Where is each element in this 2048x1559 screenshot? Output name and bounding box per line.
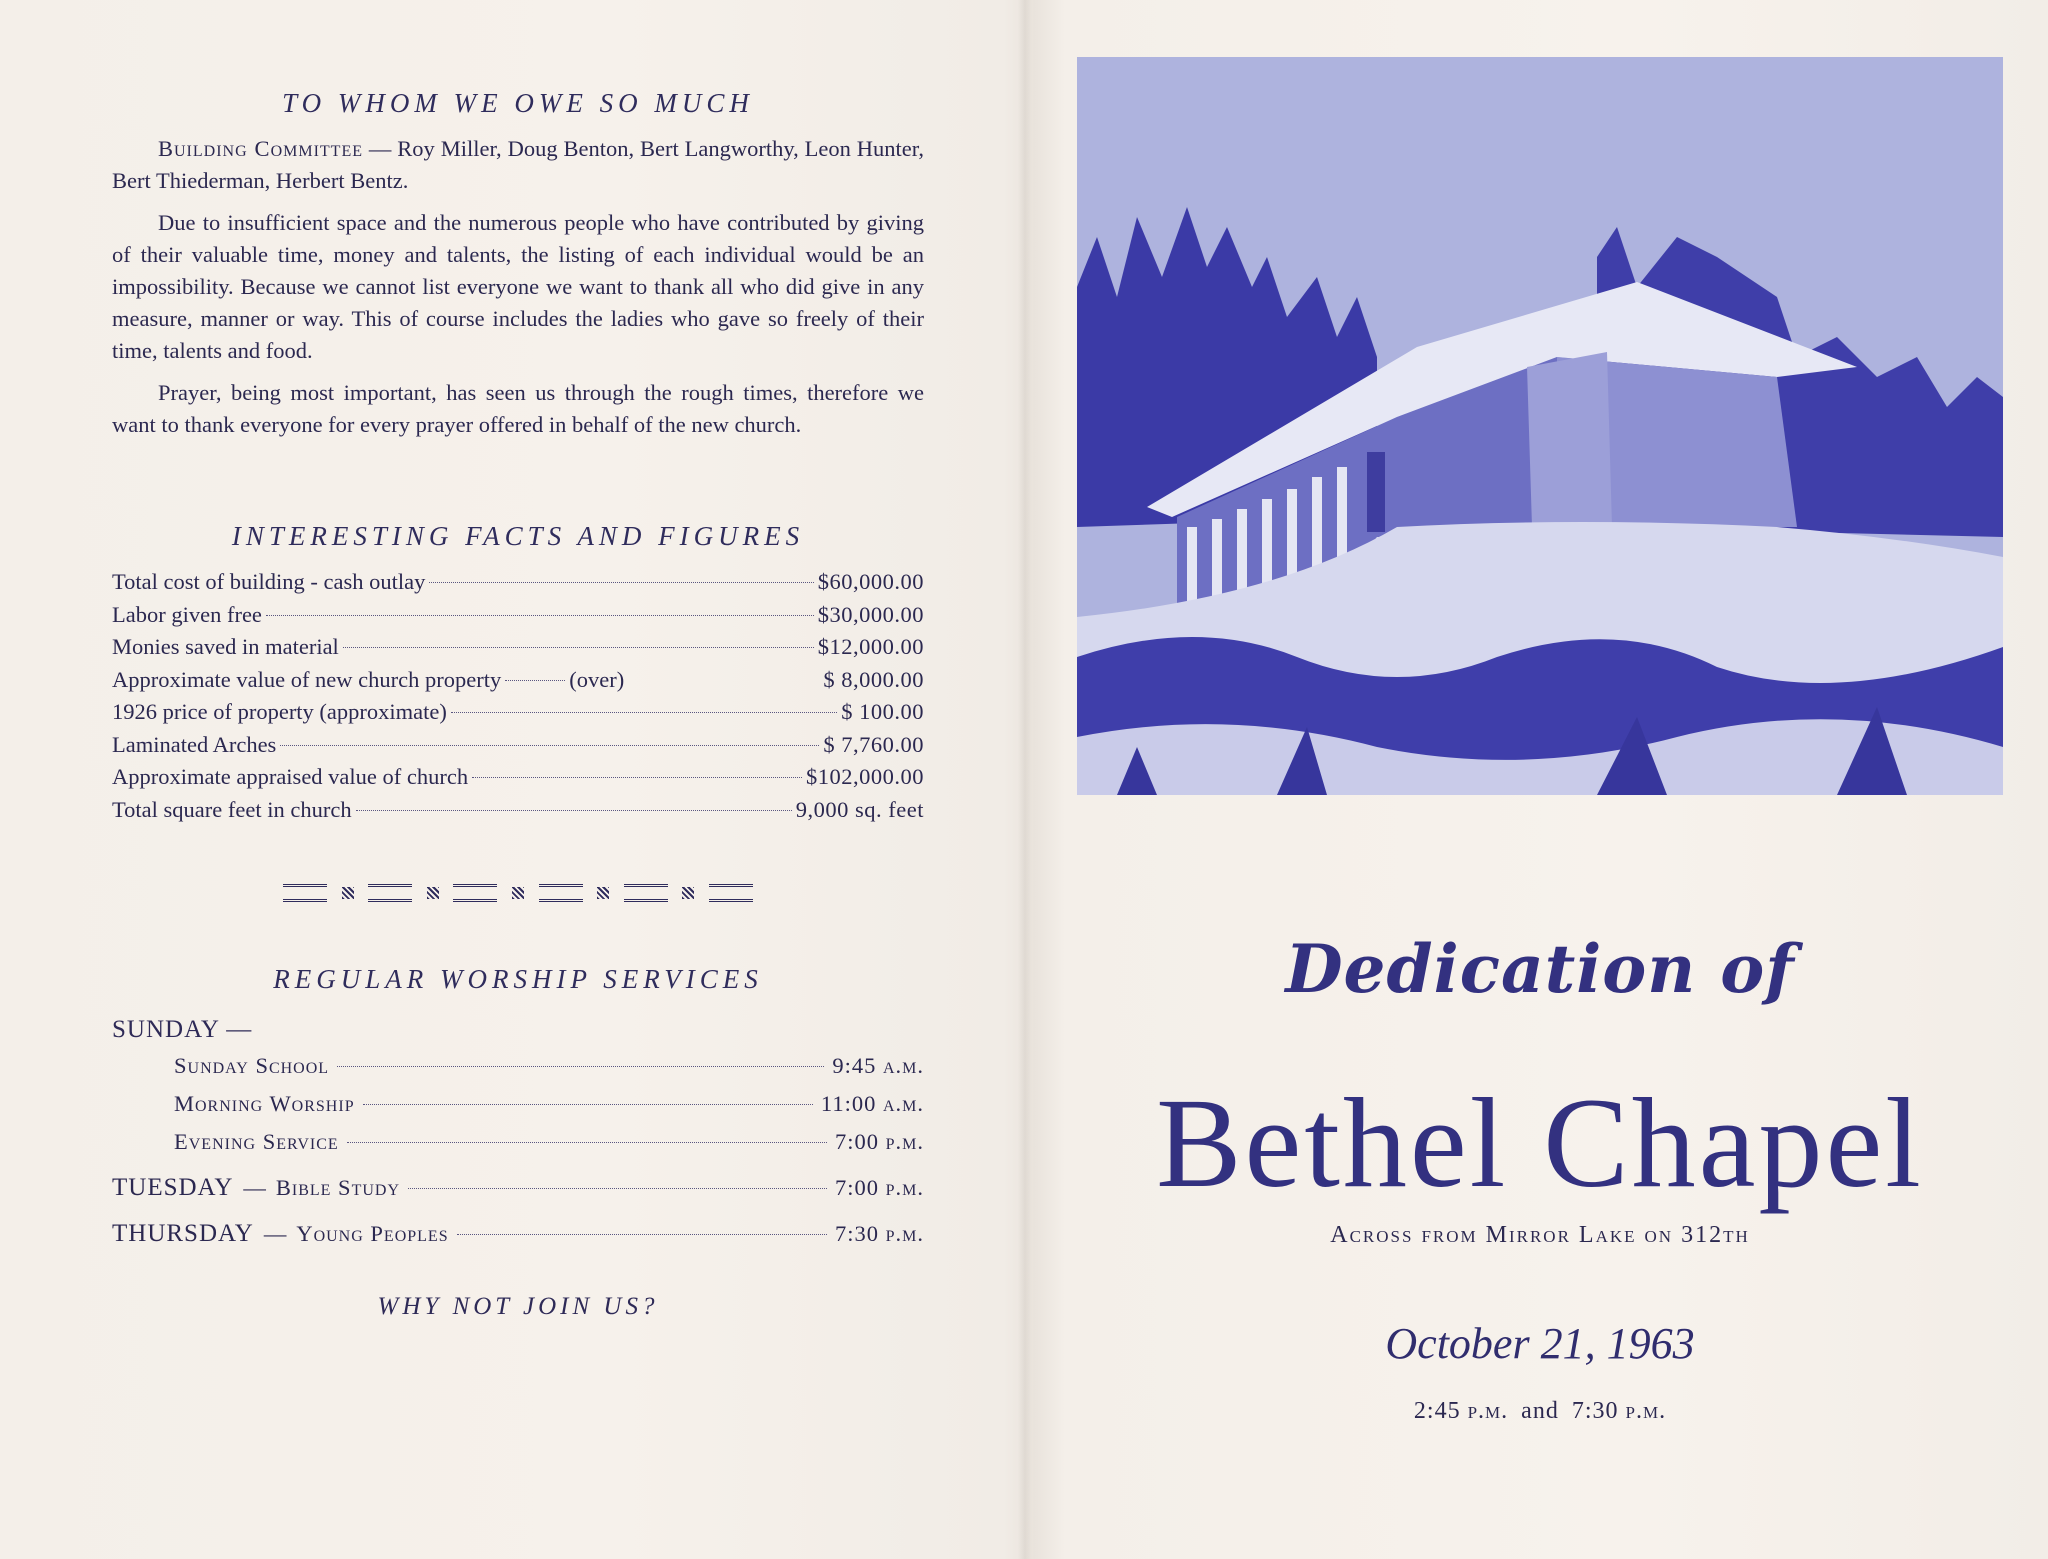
fact-value: $30,000.00	[817, 601, 924, 627]
service-time: 9:45 a.m.	[832, 1053, 924, 1078]
dot-leader	[363, 1104, 813, 1105]
service-time: 11:00 a.m.	[820, 1091, 924, 1116]
service-time: 7:00 p.m.	[834, 1129, 924, 1154]
fact-row	[112, 761, 924, 794]
dot-leader	[280, 745, 819, 746]
committee-names: — Roy Miller, Doug Benton, Bert Langworthy, Leon Hunter, Bert Thiederman, Herbert Bentz.	[112, 136, 924, 193]
thanks-paragraph-2: Prayer, being most important, has seen us through the rough times, therefore we want to thank everyone for every prayer offered in behalf of the new church.	[112, 380, 924, 437]
facts-list	[112, 566, 924, 826]
fact-row	[112, 631, 924, 664]
service-label: Young Peoples	[296, 1221, 449, 1246]
chapel-photo	[1077, 57, 2003, 795]
fact-label: 1926 price of property (approximate)	[112, 699, 447, 724]
dot-leader	[457, 1234, 827, 1235]
tuesday-row: TUESDAY — Bible Study 7:00 p.m.	[112, 1169, 924, 1207]
dot-leader	[356, 810, 792, 811]
service-row	[112, 1047, 924, 1085]
committee-label: Building Committee	[158, 136, 363, 161]
day-label: TUESDAY	[112, 1174, 234, 1201]
fact-label: Approximate appraised value of church	[112, 764, 469, 789]
fact-value: $60,000.00	[817, 569, 924, 594]
center-fold	[1018, 0, 1032, 1559]
day-label: THURSDAY	[112, 1220, 254, 1247]
service-label: Sunday School	[174, 1053, 330, 1078]
fact-label: Approximate value of new church property	[112, 666, 502, 692]
thursday-row: THURSDAY — Young Peoples 7:30 p.m.	[112, 1215, 924, 1253]
dot-leader	[408, 1188, 827, 1189]
fact-label: Monies saved in material	[112, 634, 339, 659]
fact-row	[112, 664, 924, 697]
dot-leader	[451, 712, 837, 713]
fact-value: $ 100.00	[841, 699, 924, 724]
fact-label: Laminated Arches	[112, 731, 277, 757]
dot-leader	[429, 582, 813, 583]
service-row	[112, 1085, 924, 1123]
time-2: 7:30	[1571, 1398, 1619, 1424]
committee-text	[112, 133, 924, 197]
fact-row	[112, 729, 924, 762]
and-text: and	[1521, 1398, 1559, 1424]
dot-leader	[266, 615, 814, 616]
fact-row	[112, 566, 924, 599]
chapel-name: Bethel Chapel	[1156, 1072, 1924, 1214]
service-label: Bible Study	[275, 1175, 401, 1200]
dot-leader	[505, 680, 565, 681]
fact-value: $102,000.00	[806, 764, 924, 789]
service-label: Evening Service	[174, 1129, 339, 1154]
owe-title: TO WHOM WE OWE SO MUCH	[282, 88, 754, 118]
dot-leader	[472, 777, 802, 778]
dedication-date: October 21, 1963	[1385, 1319, 1695, 1368]
join-us-text: WHY NOT JOIN US?	[377, 1293, 659, 1320]
fact-label: Total square feet in church	[112, 796, 352, 822]
service-label: Morning Worship	[174, 1091, 355, 1116]
service-time: 7:30 p.m.	[834, 1221, 924, 1246]
fact-value: $ 8,000.00	[823, 666, 924, 692]
dot-leader	[343, 647, 814, 648]
fact-value: $ 7,760.00	[823, 731, 924, 757]
fact-label: Labor given free	[112, 601, 262, 627]
dot-leader	[337, 1066, 824, 1067]
fact-value: $12,000.00	[817, 634, 924, 659]
worship-title: REGULAR WORSHIP SERVICES	[273, 964, 763, 994]
fact-row	[112, 599, 924, 632]
dedication-heading: Dedication of	[1285, 930, 1795, 1008]
thanks-paragraph-1: Due to insufficient space and the numerous people who have contributed by giving of their valuable time, money and talents, the listing of each individual would be an impossibility. Because we cannot list everyone we want to thank all who did give in any measure, manner or way. This of course includes the ladies who gave so freely of their time, talents and food.	[112, 210, 924, 363]
service-time: 7:00 p.m.	[834, 1175, 924, 1200]
ornament-divider	[283, 884, 753, 902]
service-row	[112, 1123, 924, 1161]
fact-value: 9,000 sq. feet	[795, 796, 924, 822]
fact-row	[112, 696, 924, 729]
sunday-label: SUNDAY —	[112, 1016, 253, 1043]
location-text: Across from Mirror Lake on 312th	[1330, 1222, 1750, 1248]
time-1-ampm: p.m.	[1467, 1398, 1509, 1424]
time-2-ampm: p.m.	[1625, 1398, 1667, 1424]
dot-leader	[347, 1142, 827, 1143]
fact-row	[112, 794, 924, 827]
dedication-times	[1060, 1398, 2020, 1425]
left-panel	[112, 88, 924, 1321]
fact-note: (over)	[569, 666, 625, 692]
fact-label: Total cost of building - cash outlay	[112, 569, 426, 594]
facts-title: INTERESTING FACTS AND FIGURES	[231, 521, 805, 551]
time-1: 2:45	[1413, 1398, 1461, 1424]
